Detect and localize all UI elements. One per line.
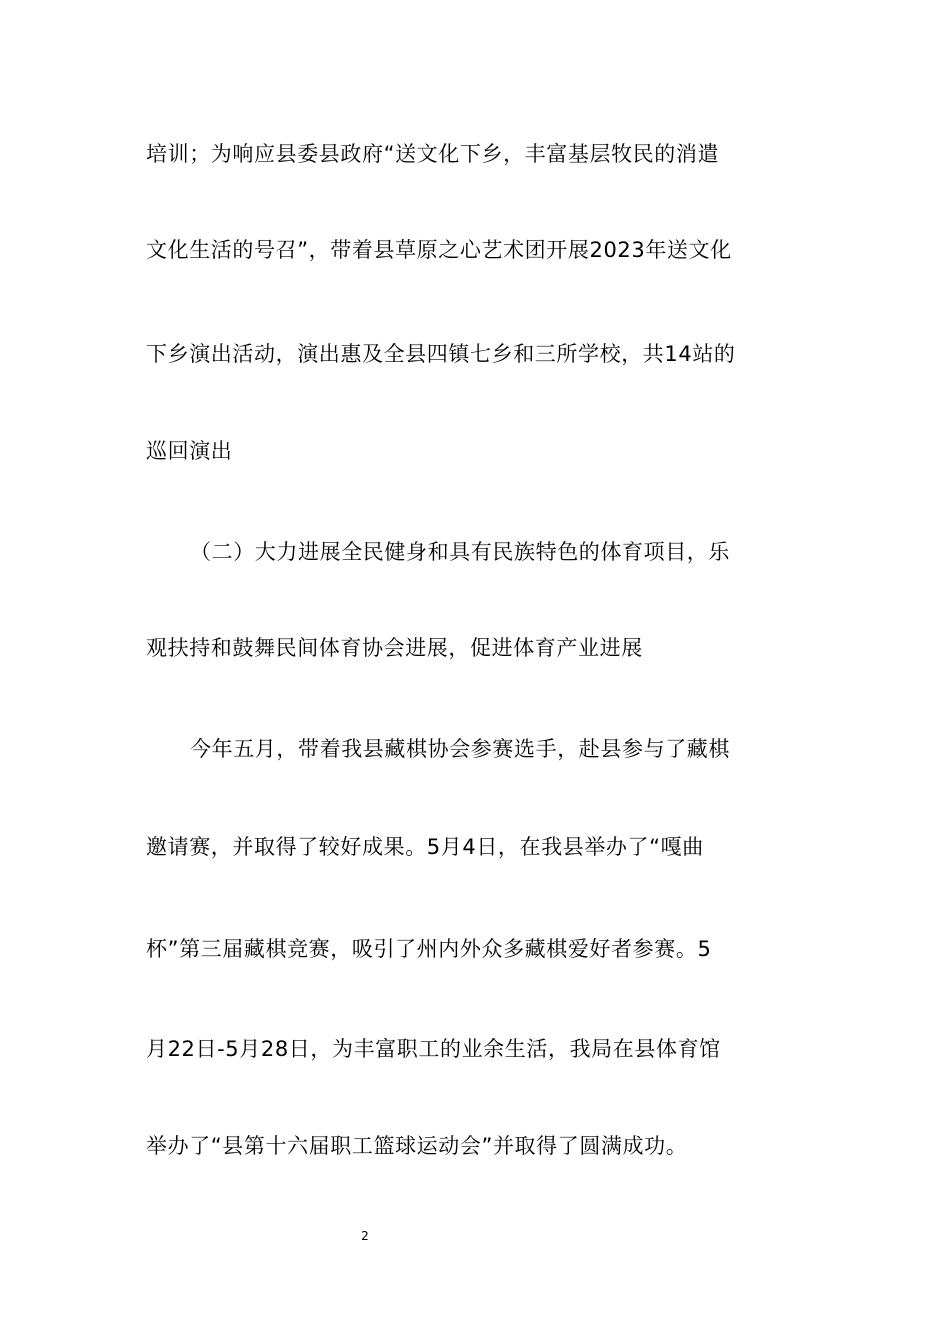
text-line: 举办了“县第十六届职工篮球运动会”并取得了圆满成功。: [146, 1134, 688, 1158]
text-line: 下乡演出活动，演出惠及全县四镇七乡和三所学校，共14站的: [146, 342, 736, 366]
text-line: 今年五月，带着我县藏棋协会参赛选手，赴县参与了藏棋: [190, 737, 730, 761]
text-line: 文化生活的号召”，带着县草原之心艺术团开展2023年送文化: [146, 238, 732, 262]
page-number: 2: [361, 1229, 369, 1243]
heading-line: （二）大力进展全民健身和具有民族特色的体育项目，乐: [190, 540, 730, 564]
text-line: 培训；为响应县委县政府“送文化下乡，丰富基层牧民的消遣: [146, 142, 720, 166]
text-line: 月22日-5月28日，为丰富职工的业余生活，我局在县体育馆: [146, 1037, 721, 1061]
text-line: 巡回演出: [146, 439, 233, 463]
heading-line: 观扶持和鼓舞民间体育协会进展，促进体育产业进展: [146, 636, 643, 660]
text-line: 邀请赛，并取得了较好成果。5月4日，在我县举办了“嘎曲: [146, 835, 704, 859]
text-line: 杯”第三届藏棋竞赛，吸引了州内外众多藏棋爱好者参赛。5: [146, 937, 712, 961]
